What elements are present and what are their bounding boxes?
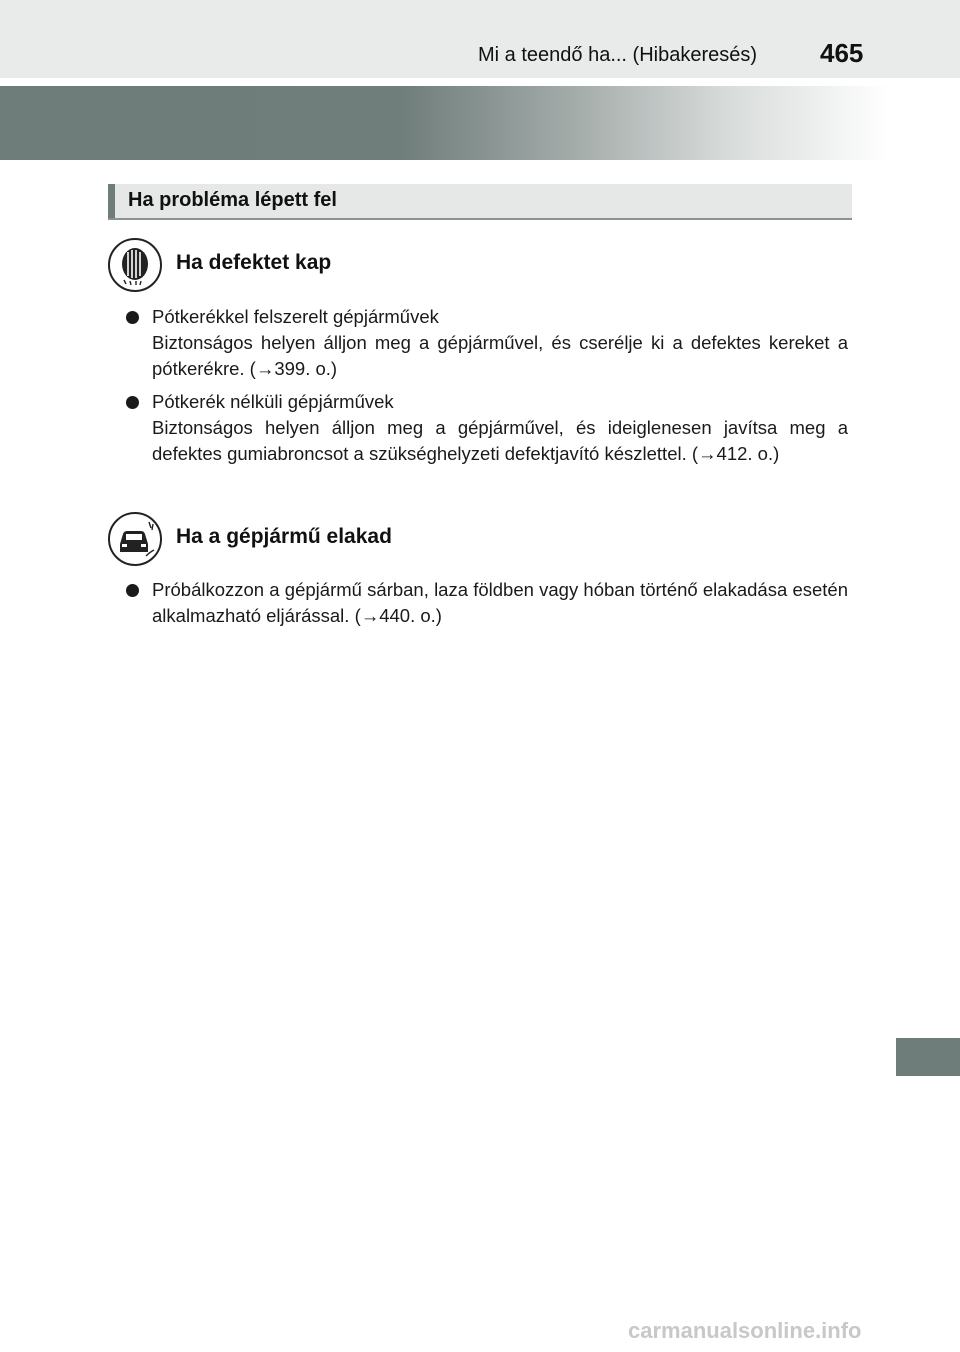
- list-item: [126, 577, 848, 629]
- bullet-icon: [126, 311, 139, 324]
- list-item: [126, 304, 848, 382]
- bullet-body: Próbálkozzon a gépjármű sárban, laza földben vagy hóban történő elakadása esetén alkalmazható eljárással. (→440. o.): [152, 579, 848, 626]
- subsection-title-flat-tire: Ha defektet kap: [176, 251, 332, 274]
- flat-tire-icon: [108, 238, 162, 292]
- bullet-body: Biztonságos helyen álljon meg a gépjárművel, és ideiglenesen javítsa meg a defektes gumiabroncsot a szükséghelyzeti defektjavító készlettel. (→412. o.): [152, 417, 848, 464]
- bullet-icon: [126, 584, 139, 597]
- bullet-heading: Pótkerékkel felszerelt gépjárművek: [152, 306, 439, 327]
- section-header: [108, 184, 852, 220]
- subsection-title-stuck: Ha a gépjármű elakad: [176, 525, 392, 548]
- watermark: carmanualsonline.info: [628, 1318, 862, 1343]
- chapter-tab: [896, 1038, 960, 1076]
- chapter-banner: [0, 86, 890, 160]
- list-item: [126, 389, 848, 467]
- section-title: Ha probléma lépett fel: [128, 189, 337, 211]
- bullet-heading: Pótkerék nélküli gépjárművek: [152, 391, 394, 412]
- bullet-body: Biztonságos helyen álljon meg a gépjárművel, és cserélje ki a defektes kereket a pótkerékre. (→399. o.): [152, 332, 848, 379]
- stuck-vehicle-icon: [108, 512, 162, 566]
- chapter-title: Mi a teendő ha... (Hibakeresés): [478, 44, 758, 66]
- bullet-icon: [126, 396, 139, 409]
- section-marker: [108, 184, 115, 218]
- page-number: 465: [820, 38, 864, 68]
